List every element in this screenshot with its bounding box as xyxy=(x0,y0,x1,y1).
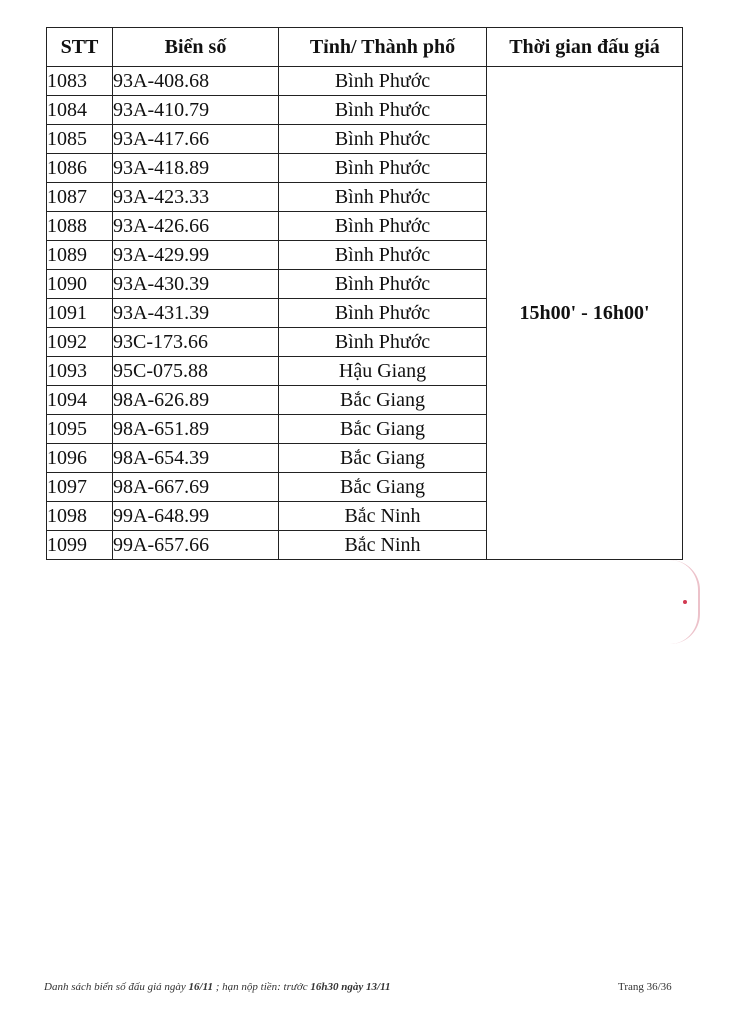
plate-cell: 93A-426.66 xyxy=(113,212,279,241)
plate-cell: 95C-075.88 xyxy=(113,357,279,386)
footer-deadline: 16h30 ngày 13/11 xyxy=(310,981,391,993)
plate-cell: 98A-651.89 xyxy=(113,415,279,444)
stt-cell: 1099 xyxy=(47,531,113,560)
plate-cell: 93A-418.89 xyxy=(113,154,279,183)
header-plate: Biển số xyxy=(113,28,279,67)
province-cell: Bắc Giang xyxy=(279,386,487,415)
header-row xyxy=(47,28,683,67)
plate-cell: 93A-431.39 xyxy=(113,299,279,328)
header-province: Tỉnh/ Thành phố xyxy=(279,28,487,67)
footer-date: 16/11 xyxy=(188,981,213,993)
plate-cell: 98A-626.89 xyxy=(113,386,279,415)
stt-cell: 1094 xyxy=(47,386,113,415)
stt-cell: 1086 xyxy=(47,154,113,183)
stt-cell: 1088 xyxy=(47,212,113,241)
province-cell: Bình Phước xyxy=(279,212,487,241)
stt-cell: 1084 xyxy=(47,96,113,125)
plate-cell: 93C-173.66 xyxy=(113,328,279,357)
province-cell: Bình Phước xyxy=(279,154,487,183)
footer-note xyxy=(44,981,390,993)
province-cell: Bình Phước xyxy=(279,96,487,125)
plate-cell: 93A-423.33 xyxy=(113,183,279,212)
province-cell: Bình Phước xyxy=(279,183,487,212)
time-cell: 15h00' - 16h00' xyxy=(487,67,683,560)
province-cell: Bắc Giang xyxy=(279,473,487,502)
stt-cell: 1085 xyxy=(47,125,113,154)
footer-middle: ; hạn nộp tiền: trước xyxy=(215,981,308,993)
province-cell: Bắc Giang xyxy=(279,444,487,473)
stt-cell: 1087 xyxy=(47,183,113,212)
plate-cell: 93A-430.39 xyxy=(113,270,279,299)
stt-cell: 1097 xyxy=(47,473,113,502)
plate-cell: 93A-408.68 xyxy=(113,67,279,96)
plate-cell: 93A-417.66 xyxy=(113,125,279,154)
stt-cell: 1083 xyxy=(47,67,113,96)
province-cell: Hậu Giang xyxy=(279,357,487,386)
table-row xyxy=(47,67,683,96)
stt-cell: 1098 xyxy=(47,502,113,531)
header-time: Thời gian đấu giá xyxy=(487,28,683,67)
province-cell: Bình Phước xyxy=(279,270,487,299)
plate-cell: 99A-648.99 xyxy=(113,502,279,531)
province-cell: Bắc Ninh xyxy=(279,502,487,531)
plate-cell: 93A-429.99 xyxy=(113,241,279,270)
province-cell: Bắc Giang xyxy=(279,415,487,444)
province-cell: Bình Phước xyxy=(279,328,487,357)
header-stt: STT xyxy=(47,28,113,67)
plate-cell: 99A-657.66 xyxy=(113,531,279,560)
stt-cell: 1089 xyxy=(47,241,113,270)
province-cell: Bình Phước xyxy=(279,241,487,270)
province-cell: Bình Phước xyxy=(279,125,487,154)
plate-cell: 93A-410.79 xyxy=(113,96,279,125)
stamp-dot xyxy=(683,600,687,604)
province-cell: Bình Phước xyxy=(279,299,487,328)
plates-table xyxy=(46,27,683,560)
footer-prefix: Danh sách biển số đấu giá ngày xyxy=(44,981,186,993)
stt-cell: 1090 xyxy=(47,270,113,299)
page-number: Trang 36/36 xyxy=(618,981,672,993)
stt-cell: 1096 xyxy=(47,444,113,473)
stt-cell: 1095 xyxy=(47,415,113,444)
province-cell: Bắc Ninh xyxy=(279,531,487,560)
province-cell: Bình Phước xyxy=(279,67,487,96)
stt-cell: 1091 xyxy=(47,299,113,328)
plate-cell: 98A-667.69 xyxy=(113,473,279,502)
stt-cell: 1092 xyxy=(47,328,113,357)
plate-cell: 98A-654.39 xyxy=(113,444,279,473)
stt-cell: 1093 xyxy=(47,357,113,386)
